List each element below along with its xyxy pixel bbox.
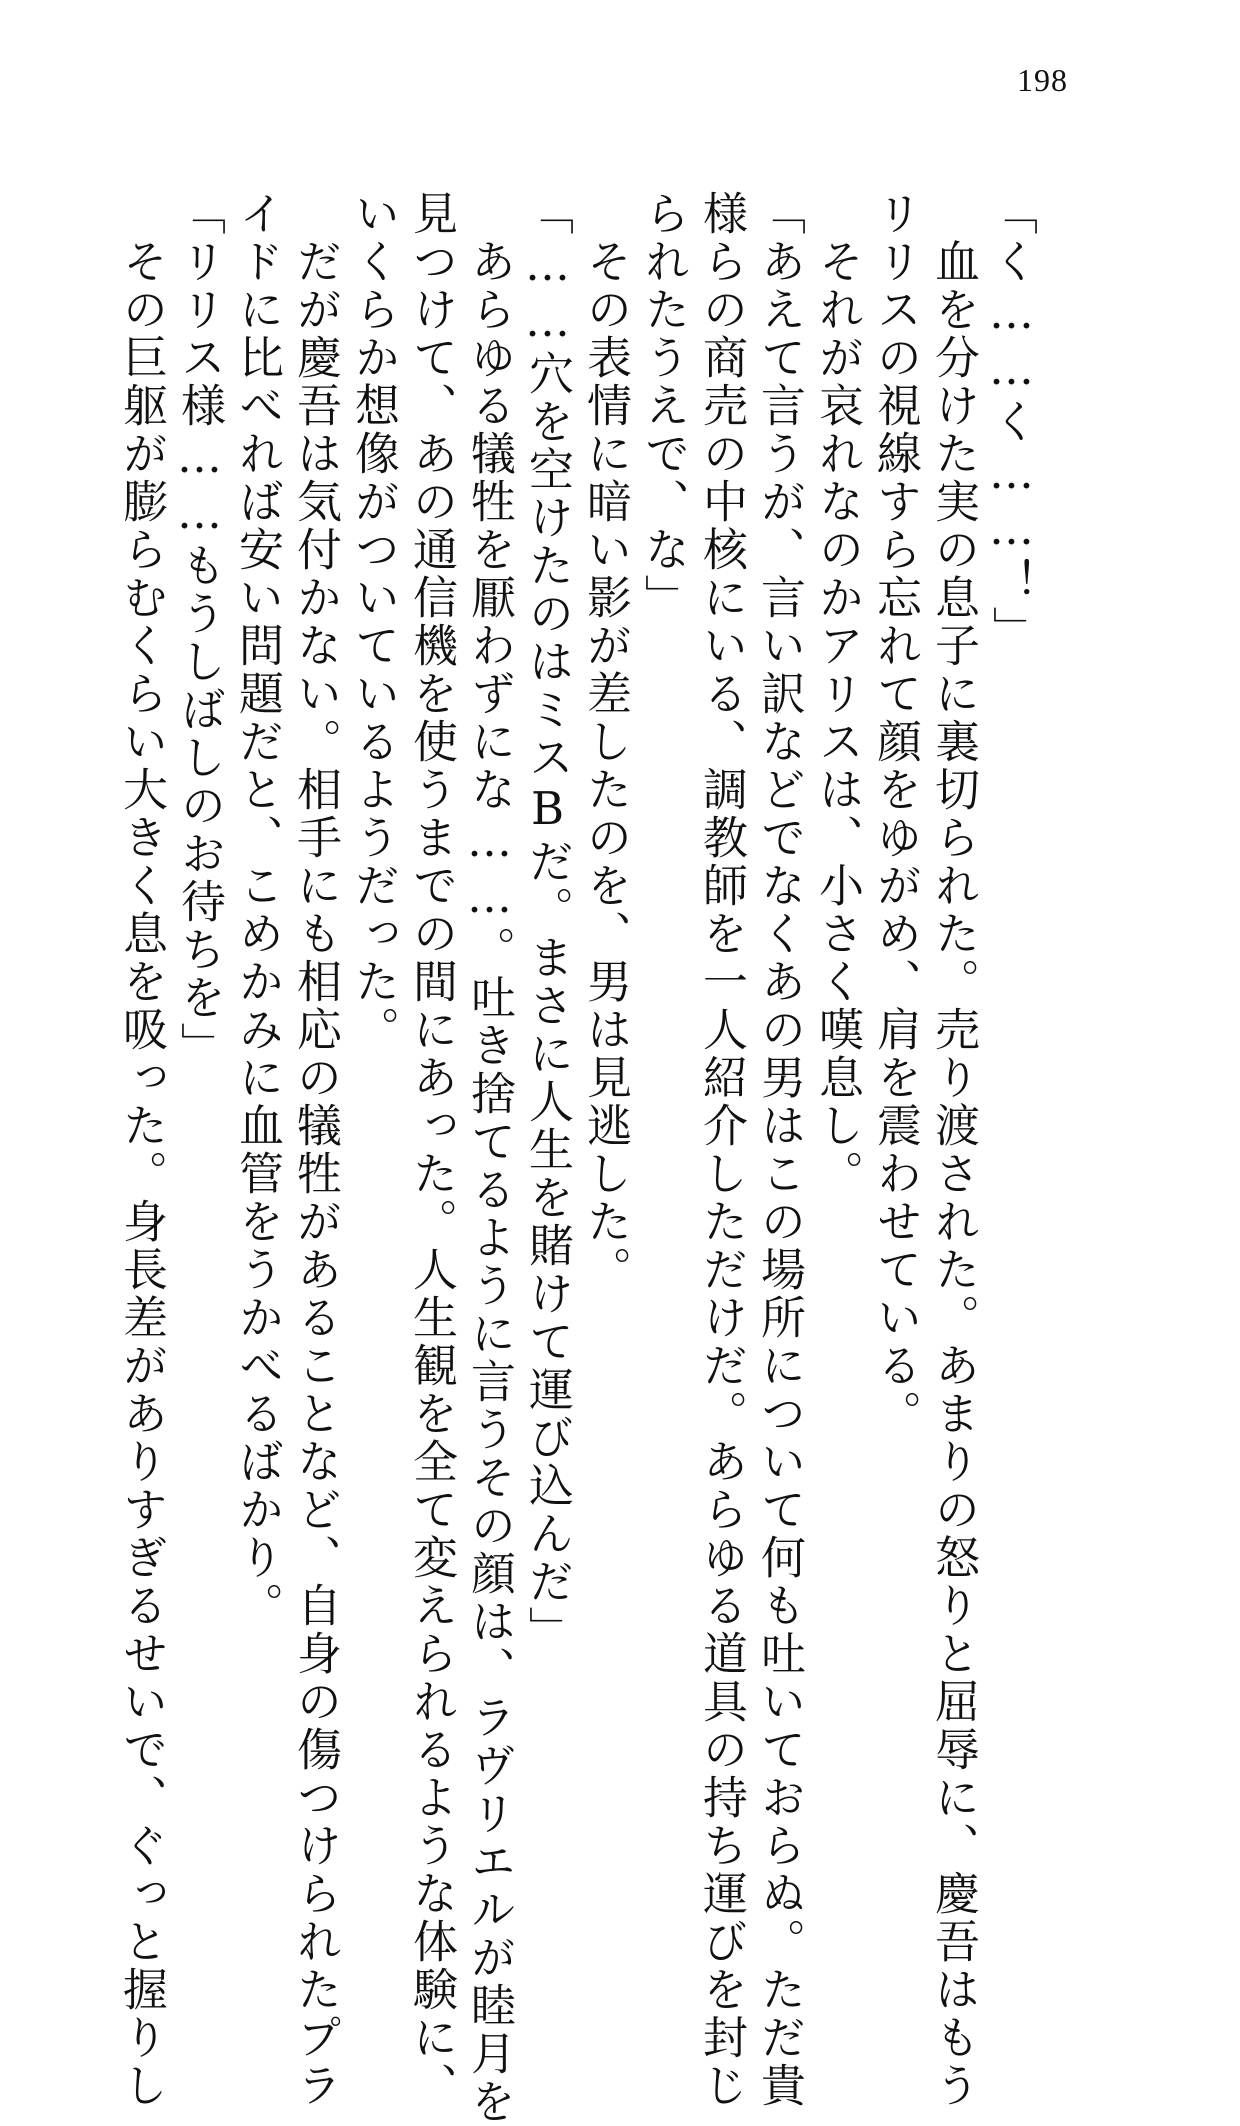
text-line: られたうえで、な」 [637, 190, 690, 622]
text-line: 血を分けた実の息子に裏切られた。売り渡された。あまりの怒りと屈辱に、慶吾はもう [927, 190, 980, 2110]
text-line: 様らの商売の中核にいる、調教師を一人紹介しただけだ。あらゆる道具の持ち運びを封じ [695, 190, 748, 2110]
text-line: その巨躯が膨らむくらい大きく息を吸った。身長差がありすぎるせいで、ぐっと握りし [115, 190, 168, 2110]
text-line: その表情に暗い影が差したのを、男は見逃した。 [579, 190, 632, 1294]
text-line: だが慶吾は気付かない。相手にも相応の犠牲があることなど、自身の傷つけられたプラ [289, 190, 342, 2110]
text-line: いくらか想像がついているようだった。 [347, 190, 400, 1054]
text-line: イドに比べれば安い問題だと、こめかみに血管をうかべるばかり。 [231, 190, 284, 1630]
text-line: 「……穴を空けたのはミスBだ。まさに人生を賭けて運び込んだ」 [521, 190, 574, 1654]
text-line: それが哀れなのかアリスは、小さく嘆息し。 [811, 190, 864, 1198]
text-line: 「く……く……！」 [985, 190, 1038, 654]
text-line: 「リリス様……もうしばしのお待ちを」 [173, 190, 226, 1070]
vertical-text-body [112, 190, 1040, 2126]
text-line: リリスの視線すら忘れて顔をゆがめ、肩を震わせている。 [869, 190, 922, 1438]
page-number: 198 [1017, 62, 1068, 98]
text-line: 見つけて、あの通信機を使うまでの間にあった。人生観を全て変えられるような体験に、 [405, 190, 458, 2110]
text-line: あらゆる犠牲を厭わずにな……。吐き捨てるように言うその顔は、ラヴリエルが睦月を [463, 190, 516, 2126]
text-line: 「あえて言うが、言い訳などでなくあの男はこの場所について何も吐いておらぬ。ただ貴 [753, 190, 806, 2110]
